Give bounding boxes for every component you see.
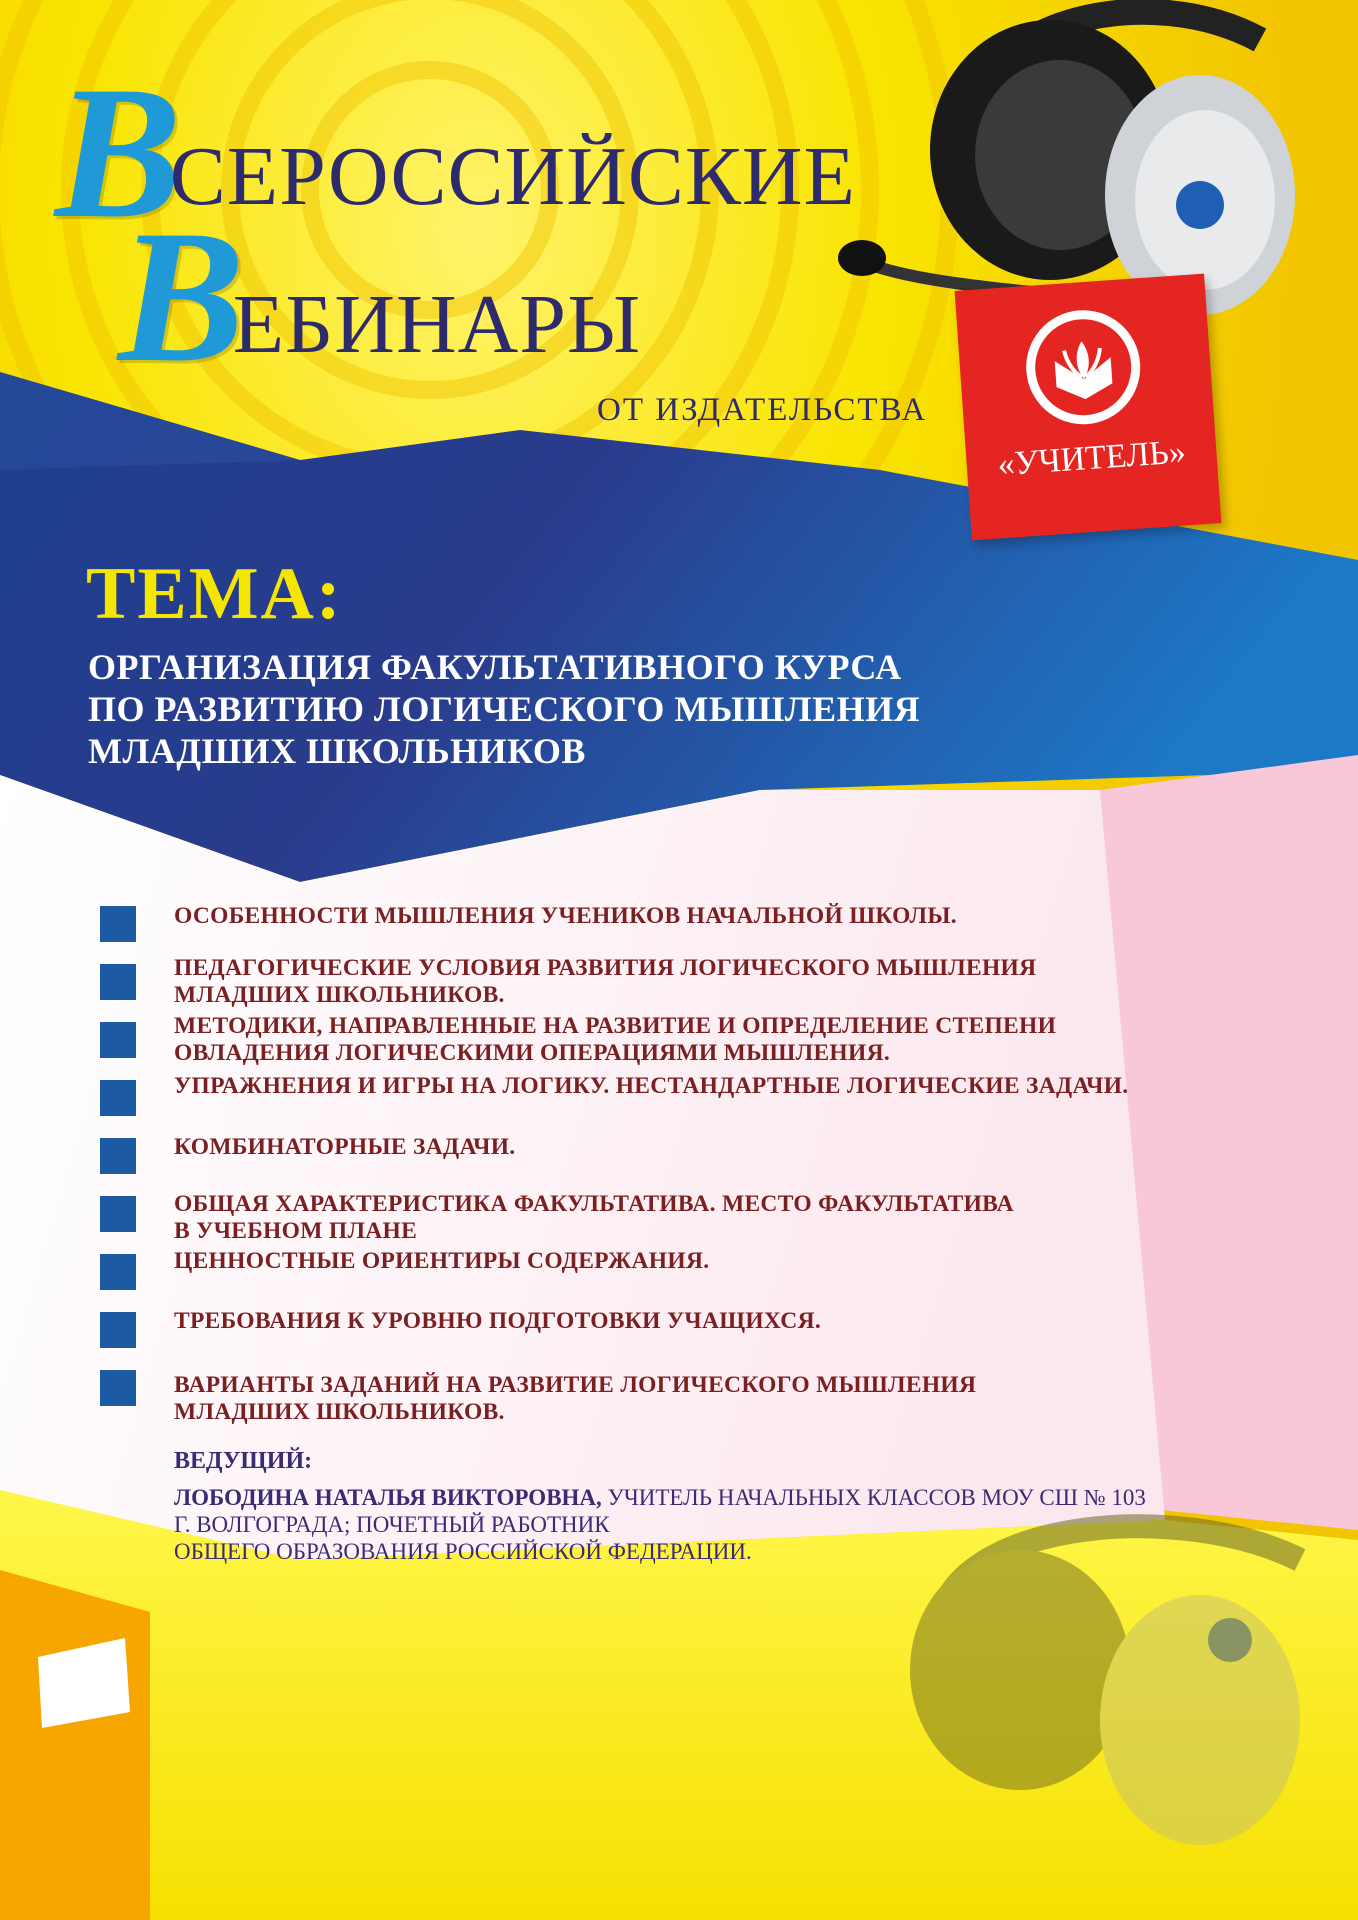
publisher-logo (955, 274, 1222, 541)
book-emblem-icon (1022, 306, 1144, 428)
title-rest: ЕБИНАРЫ (232, 278, 642, 371)
list-item: КОМБИНАТОРНЫЕ ЗАДАЧИ. (174, 1134, 516, 1160)
bullet-square-icon (100, 1312, 136, 1348)
topic-line: ОРГАНИЗАЦИЯ ФАКУЛЬТАТИВНОГО КУРСА (88, 647, 902, 687)
logo-text: «УЧИТЕЛЬ» (996, 433, 1187, 484)
presenter-name: ЛОБОДИНА НАТАЛЬЯ ВИКТОРОВНА, (174, 1485, 602, 1510)
bullet-square-icon (100, 1196, 136, 1232)
presenter-info (174, 1484, 1146, 1565)
publisher-caption: ОТ ИЗДАТЕЛЬСТВА (597, 392, 928, 428)
list-item: ТРЕБОВАНИЯ К УРОВНЮ ПОДГОТОВКИ УЧАЩИХСЯ. (174, 1308, 822, 1334)
list-item: УПРАЖНЕНИЯ И ИГРЫ НА ЛОГИКУ. НЕСТАНДАРТНЫЕ ЛОГИЧЕСКИЕ ЗАДАЧИ. (174, 1073, 1129, 1099)
bullet-square-icon (100, 1370, 136, 1406)
list-item: ЦЕННОСТНЫЕ ОРИЕНТИРЫ СОДЕРЖАНИЯ. (174, 1248, 710, 1274)
list-item: ОСОБЕННОСТИ МЫШЛЕНИЯ УЧЕНИКОВ НАЧАЛЬНОЙ ШКОЛЫ. (174, 903, 957, 929)
bullet-square-icon (100, 964, 136, 1000)
list-item: ОБЩАЯ ХАРАКТЕРИСТИКА ФАКУЛЬТАТИВА. МЕСТО ФАКУЛЬТАТИВА В УЧЕБНОМ ПЛАНЕ (174, 1191, 1014, 1244)
list-item: МЕТОДИКИ, НАПРАВЛЕННЫЕ НА РАЗВИТИЕ И ОПРЕДЕЛЕНИЕ СТЕПЕНИ ОВЛАДЕНИЯ ЛОГИЧЕСКИМИ ОПЕРАЦИЯМИ МЫШЛЕНИЯ. (174, 1013, 1057, 1066)
topic-label: ТЕМА: (86, 553, 343, 635)
topic-line: МЛАДШИХ ШКОЛЬНИКОВ (88, 731, 586, 771)
title-initial: В (118, 192, 241, 402)
topic-title (88, 646, 1088, 772)
presenter-city: Г. ВОЛГОГРАДА; ПОЧЕТНЫЙ РАБОТНИК (174, 1512, 610, 1537)
presenter-role: УЧИТЕЛЬ НАЧАЛЬНЫХ КЛАССОВ МОУ СШ № 103 (601, 1485, 1146, 1510)
topic-line: ПО РАЗВИТИЮ ЛОГИЧЕСКОГО МЫШЛЕНИЯ (88, 689, 921, 729)
title-line-2 (118, 192, 642, 402)
bullet-square-icon (100, 1138, 136, 1174)
bullet-square-icon (100, 1022, 136, 1058)
bullet-square-icon (100, 1080, 136, 1116)
title-rest: СЕРОССИЙСКИЕ (169, 130, 856, 223)
list-item: ВАРИАНТЫ ЗАДАНИЙ НА РАЗВИТИЕ ЛОГИЧЕСКОГО МЫШЛЕНИЯ МЛАДШИХ ШКОЛЬНИКОВ. (174, 1372, 977, 1425)
presenter-label: ВЕДУЩИЙ: (174, 1448, 313, 1474)
presenter-title: ОБЩЕГО ОБРАЗОВАНИЯ РОССИЙСКОЙ ФЕДЕРАЦИИ. (174, 1539, 752, 1564)
bullet-square-icon (100, 906, 136, 942)
title-initial: В (55, 48, 178, 258)
bullet-square-icon (100, 1254, 136, 1290)
list-item: ПЕДАГОГИЧЕСКИЕ УСЛОВИЯ РАЗВИТИЯ ЛОГИЧЕСКОГО МЫШЛЕНИЯ МЛАДШИХ ШКОЛЬНИКОВ. (174, 955, 1037, 1008)
